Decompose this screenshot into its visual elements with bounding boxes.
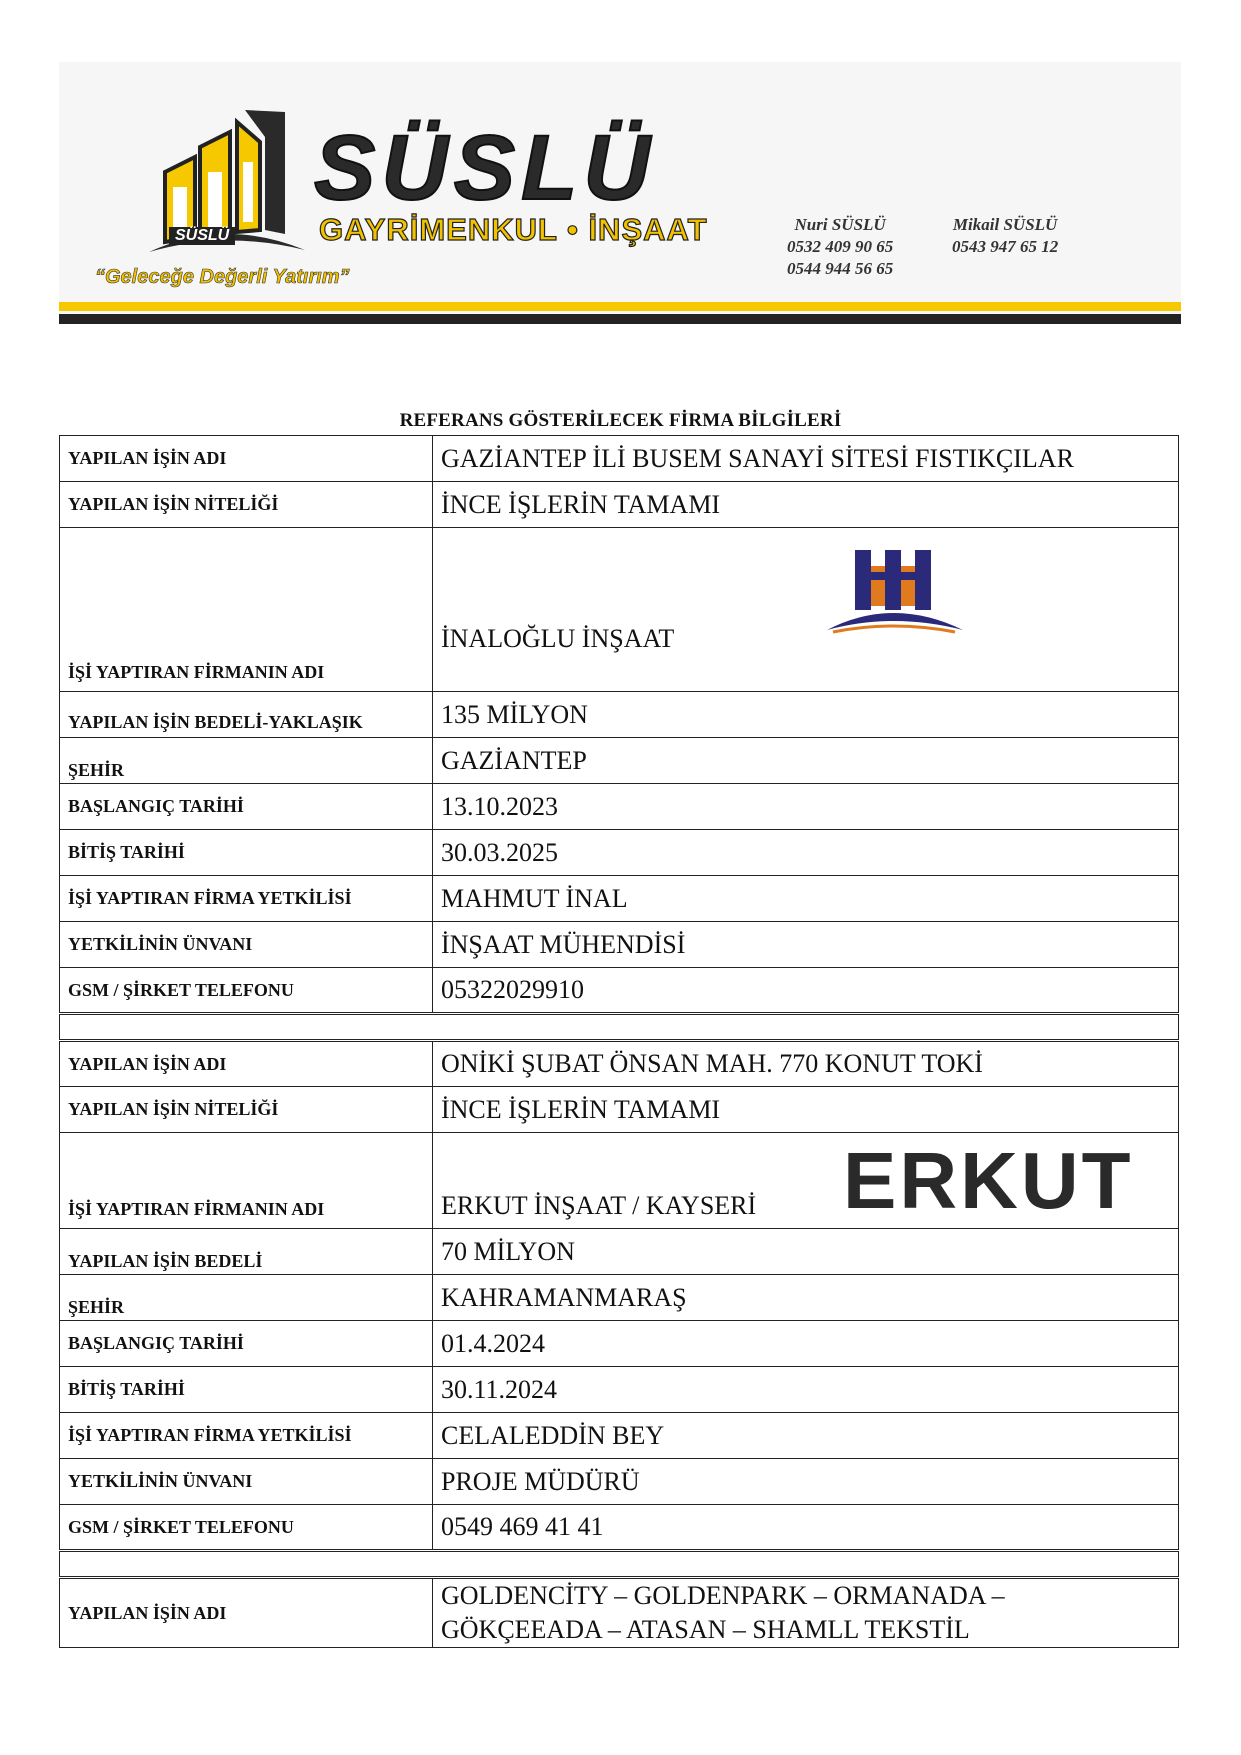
table-row	[60, 1041, 1179, 1087]
table-row	[60, 876, 1179, 922]
row-label: BİTİŞ TARİHİ	[60, 1367, 433, 1413]
row-label: İŞİ YAPTIRAN FİRMA YETKİLİSİ	[60, 876, 433, 922]
row-value: İNŞAAT MÜHENDİSİ	[433, 922, 1179, 968]
row-label: YAPILAN İŞİN ADI	[60, 1041, 433, 1087]
table-separator	[60, 1551, 1179, 1578]
row-label: YETKİLİNİN ÜNVANI	[60, 922, 433, 968]
table-row	[60, 1367, 1179, 1413]
table-row	[60, 1321, 1179, 1367]
contact-phone: 0532 409 90 65	[787, 237, 894, 256]
row-value: 135 MİLYON	[433, 692, 1179, 738]
contact-name: Mikail SÜSLÜ	[952, 215, 1058, 234]
erkut-logo: ERKUT	[843, 1136, 1134, 1225]
row-label: ŞEHİR	[60, 738, 433, 784]
table-row	[60, 436, 1179, 482]
table-row	[60, 1229, 1179, 1275]
row-value: İNCE İŞLERİN TAMAMI	[433, 482, 1179, 528]
row-value-line: GOLDENCİTY – GOLDENPARK – ORMANADA –	[441, 1581, 1005, 1610]
table-row	[60, 1275, 1179, 1321]
table-row	[60, 968, 1179, 1014]
table-row	[60, 1578, 1179, 1648]
table-row	[60, 1459, 1179, 1505]
brand-name: SÜSLÜ	[314, 117, 656, 219]
table-separator	[60, 1014, 1179, 1041]
reference-table	[59, 435, 1179, 1648]
logo-small-text: SÜSLÜ	[169, 227, 235, 245]
table-row	[60, 922, 1179, 968]
table-row	[60, 482, 1179, 528]
header-stripe-dark	[59, 314, 1181, 324]
row-value: İNCE İŞLERİN TAMAMI	[433, 1087, 1179, 1133]
row-label: YETKİLİNİN ÜNVANI	[60, 1459, 433, 1505]
row-label: YAPILAN İŞİN BEDELİ	[60, 1229, 433, 1275]
contact-phone: 0544 944 56 65	[787, 259, 894, 278]
row-value: İNALOĞLU İNŞAAT	[441, 624, 675, 653]
slogan: “Geleceğe Değerli Yatırım”	[95, 266, 350, 288]
row-label: YAPILAN İŞİN NİTELİĞİ	[60, 482, 433, 528]
row-value: 13.10.2023	[433, 784, 1179, 830]
table-row	[60, 1133, 1179, 1229]
contact-mikail	[952, 214, 1058, 258]
row-label: BAŞLANGIÇ TARİHİ	[60, 1321, 433, 1367]
row-value: CELALEDDİN BEY	[433, 1413, 1179, 1459]
contact-name: Nuri SÜSLÜ	[794, 215, 886, 234]
row-label: YAPILAN İŞİN ADI	[60, 1578, 433, 1648]
row-label: BAŞLANGIÇ TARİHİ	[60, 784, 433, 830]
row-value: GAZİANTEP İLİ BUSEM SANAYİ SİTESİ FISTIKÇILAR	[433, 436, 1179, 482]
row-value: 30.03.2025	[433, 830, 1179, 876]
row-label: İŞİ YAPTIRAN FİRMANIN ADI	[60, 1133, 433, 1229]
table-row	[60, 528, 1179, 692]
row-value: 01.4.2024	[433, 1321, 1179, 1367]
brand-subtitle: GAYRİMENKUL • İNŞAAT	[319, 212, 708, 247]
header-stripe-yellow	[59, 302, 1181, 311]
row-label: YAPILAN İŞİN ADI	[60, 436, 433, 482]
document-title: REFERANS GÖSTERİLECEK FİRMA BİLGİLERİ	[399, 410, 842, 431]
row-label: YAPILAN İŞİN BEDELİ-YAKLAŞIK	[60, 692, 433, 738]
table-row	[60, 1505, 1179, 1551]
table-row	[60, 738, 1179, 784]
row-label: İŞİ YAPTIRAN FİRMANIN ADI	[60, 528, 433, 692]
row-value: PROJE MÜDÜRÜ	[433, 1459, 1179, 1505]
table-row	[60, 784, 1179, 830]
contact-nuri	[787, 214, 893, 280]
table-row	[60, 1413, 1179, 1459]
row-value-cell	[433, 528, 1179, 692]
row-value: 05322029910	[433, 968, 1179, 1014]
row-value-cell	[433, 1133, 1179, 1229]
row-value-cell	[433, 1578, 1179, 1648]
row-value: ONİKİ ŞUBAT ÖNSAN MAH. 770 KONUT TOKİ	[433, 1041, 1179, 1087]
letterhead	[59, 62, 1181, 324]
row-value: 70 MİLYON	[433, 1229, 1179, 1275]
row-value: MAHMUT İNAL	[433, 876, 1179, 922]
row-value-line: GÖKÇEEADA – ATASAN – SHAMLL TEKSTİL	[441, 1615, 970, 1644]
row-value: KAHRAMANMARAŞ	[433, 1275, 1179, 1321]
row-label: YAPILAN İŞİN NİTELİĞİ	[60, 1087, 433, 1133]
row-label: ŞEHİR	[60, 1275, 433, 1321]
row-value: 0549 469 41 41	[433, 1505, 1179, 1551]
table-row	[60, 692, 1179, 738]
row-label: GSM / ŞİRKET TELEFONU	[60, 1505, 433, 1551]
inaloglu-logo-icon	[823, 546, 973, 636]
row-label: İŞİ YAPTIRAN FİRMA YETKİLİSİ	[60, 1413, 433, 1459]
row-label: BİTİŞ TARİHİ	[60, 830, 433, 876]
contact-phone: 0543 947 65 12	[952, 237, 1059, 256]
table-row	[60, 830, 1179, 876]
row-value: GAZİANTEP	[433, 738, 1179, 784]
row-value: ERKUT İNŞAAT / KAYSERİ	[441, 1191, 757, 1220]
row-label: GSM / ŞİRKET TELEFONU	[60, 968, 433, 1014]
table-row	[60, 1087, 1179, 1133]
row-value: 30.11.2024	[433, 1367, 1179, 1413]
